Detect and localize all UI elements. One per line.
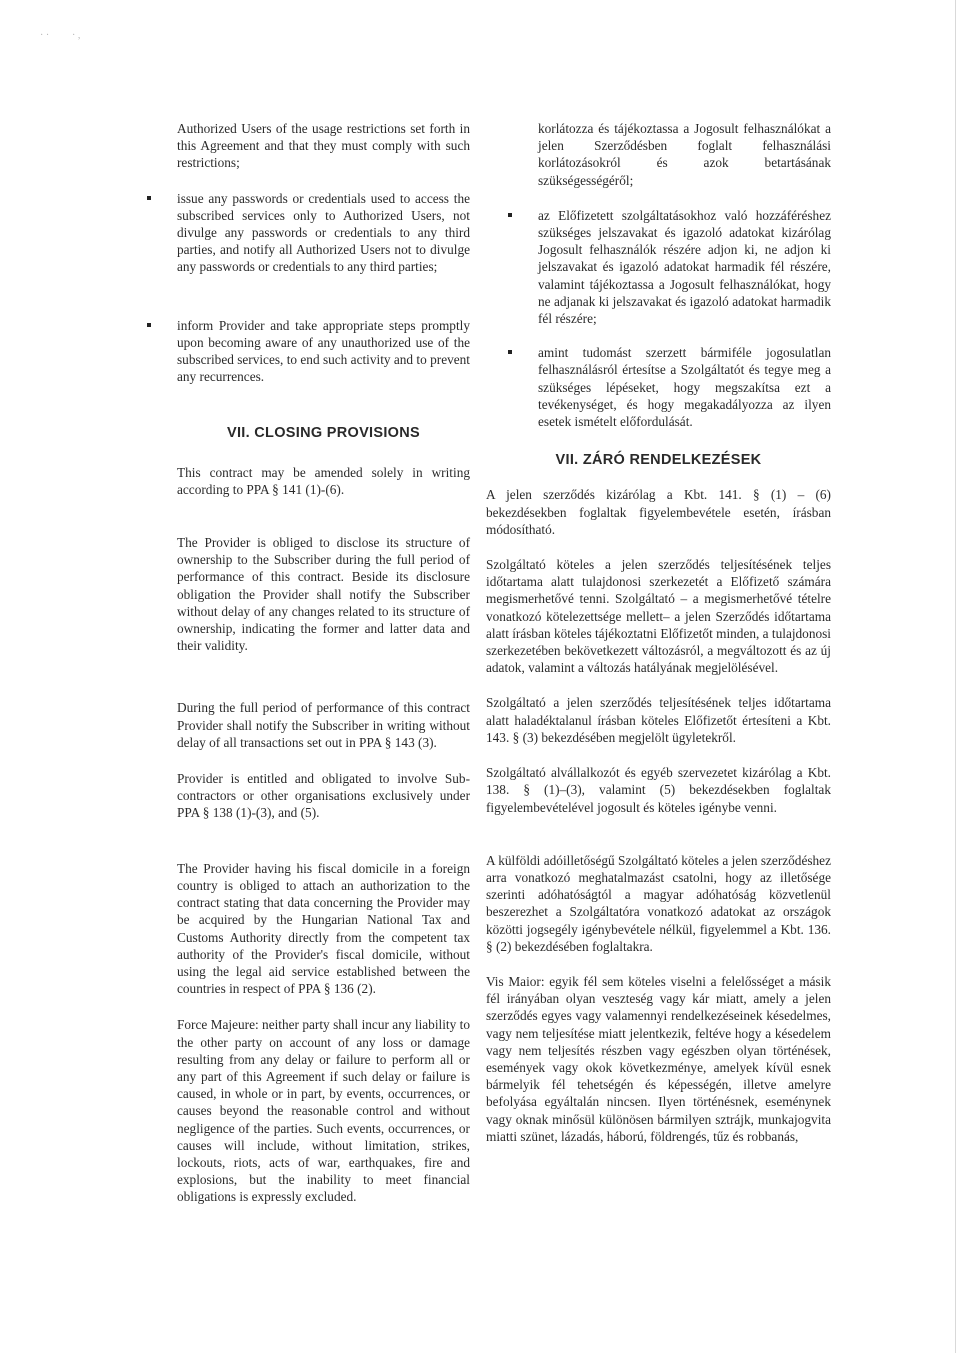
hu-ownership-paragraph: Szolgáltató köteles a jelen szerződés teljesítésének teljes időtartama alatt tulajdonosi szerkezetét a Előfizető számára megismerhetővé tenni. Szolgáltató – a megismerhetővé tételre vonatkozó kötelezettsége mellett– a jelen Szerződés időtartama alatt írásban köteles tájékoztatni Előfizetőt minden, a tulajdonosi szerkezetében bekövetkezett változásról, a megváltozott és az új adatok, valamint a változás hatályának megjelölésével. bbox=[486, 557, 831, 676]
hu-subcontractor-paragraph: Szolgáltató alvállalkozót és egyéb szervezetet kizárólag a Kbt. 138. § (1)–(3), valamint (5) bekezdésekben foglaltak figyelembevételével jogosult és köteles igénybe venni. bbox=[486, 765, 831, 815]
hungarian-column bbox=[486, 120, 831, 1145]
en-fiscal-paragraph: The Provider having his fiscal domicile in a foreign country is obliged to attach an authorization to the contract stating that data concerning the Provider may be acquired by the Hungarian National Tax and Customs Authority directly from the competent tax authority of the Provider's fiscal domicile, without using the legal aid service established between the countries in respect of PPA § 136 (2). bbox=[177, 860, 470, 997]
en-amendment-paragraph: This contract may be amended solely in writing according to PPA § 141 (1)-(6). bbox=[177, 464, 470, 497]
hu-bullet-inform-text: amint tudomást szerzett bármiféle jogosulatlan felhasználásról értesítse a Szolgáltatót és tegye meg a szükséges lépéseket, hogy megszakítsa ezt a tevékenységet, és hogy megakadályozza az ilyen esetek ismételt előfordulását. bbox=[538, 345, 831, 430]
en-section-heading: VII. CLOSING PROVISIONS bbox=[226, 425, 420, 442]
bullet-icon bbox=[147, 196, 151, 200]
hu-intro-continuation: korlátozza és tájékoztassa a Jogosult felhasználókat a jelen Szerződésben foglalt felhasználási korlátozásokról és azok betartásának szükségességéről; bbox=[538, 121, 831, 188]
scan-edge-line bbox=[955, 0, 956, 1353]
hu-notification-paragraph: Szolgáltató a jelen szerződés teljesítésének teljes időtartama alatt haladéktalanul írásban köteles Előfizetőt értesíteni a Kbt. 143. § (3) bekezdésében megjelölt ügyletekről. bbox=[486, 695, 831, 745]
bullet-icon bbox=[508, 350, 512, 354]
en-intro-continuation: Authorized Users of the usage restrictions set forth in this Agreement and that they must comply with such restrictions; bbox=[177, 121, 470, 171]
en-bullet-inform-text: inform Provider and take appropriate steps promptly upon becoming aware of any unauthorized use of the subscribed services, to end such activity and to prevent any recurrences. bbox=[177, 317, 470, 385]
hu-fiscal-paragraph: A külföldi adóilletőségű Szolgáltató köteles a jelen szerződéshez arra vonatkozó meghatalmazást csatolni, hogy az illetősége szerinti adóhatóságtól a magyar adóhatóság közvetlenül beszerezhet a Szolgáltatóra vonatkozó adatokat az országok közötti jogsegély igénybevétele nélkül, figyelemmel a Kbt. 136. § (2) bekezdésében foglaltakra. bbox=[486, 852, 831, 954]
hu-amendment-paragraph: A jelen szerződés kizárólag a Kbt. 141. § (1) – (6) bekezdésekben foglaltak figyelembevétele esetén, írásban módosítható. bbox=[486, 487, 831, 537]
hu-bullet-passwords-text: az Előfizetett szolgáltatásokhoz való hozzáféréshez szükséges jelszavakat és igazoló adatokat kizárólag Jogosult felhasználók részére adjon ki, ne adjon ki jelszavakat és igazoló adatokat harmadik fél részére, valamint tájékoztassa a Jogosult felhasználókat, hogy ne adjanak ki jelszavakat és igazoló adatokat harmadik fél részére; bbox=[538, 207, 831, 327]
en-subcontractor-paragraph: Provider is entitled and obligated to involve Sub-contractors or other organisations exclusively under PPA § 138 (1)-(3), and (5). bbox=[177, 771, 470, 821]
hu-bullet-inform bbox=[486, 344, 831, 430]
hu-force-majeure-paragraph: Vis Maior: egyik fél sem köteles viselni a felelősséget a másik fél irányában olyan veszteség vagy kár miatt, amely a jelen szerződés egyes vagy valamennyi rendelkezéseinek késedelmes, vagy nem teljesítése miatt jelentkezik, feltéve hogy a késedelem vagy nem teljesítés részben vagy egészben olyan történések, események vagy okok következménye, amelyek kívül esnek bármelyik fél tehetségén és képességén, illetve amelyre befolyása egyáltalán nincsen. Ilyen történésnek, eseménynek vagy oknak minősül különösen bármilyen sztrájk, munkajogvita miatti szünet, lázadás, háború, földrengés, tűz és robbanás, bbox=[486, 973, 831, 1144]
en-ownership-paragraph: The Provider is obliged to disclose its structure of ownership to the Subscriber during the full period of performance of this contract. Beside its disclosure obligation the Provider shall notify the Subscriber without delay of any changes related to its structure of ownership, indicating the former and latter data and their validity. bbox=[177, 535, 470, 654]
en-bullet-passwords bbox=[177, 190, 470, 276]
en-force-majeure-paragraph: Force Majeure: neither party shall incur any liability to the other party on account of any loss or damage resulting from any delay or failure to perform all or any part of this Agreement if such delay or failure is caused, in whole or in part, by events, occurrences, or causes beyond the reasonable control and without negligence of the parties. Such events, occurrences, or causes will include, without limitation, strikes, lockouts, riots, acts of war, earthquakes, fire and explosions, but the inability to meet financial obligations is expressly excluded. bbox=[177, 1017, 470, 1205]
en-bullet-passwords-text: issue any passwords or credentials used to access the subscribed services only to Authorized Users, not divulge any passwords or credentials to any third parties, and notify all Authorized Users not to divulge any passwords or credentials to any third parties; bbox=[177, 190, 470, 275]
en-notification-paragraph: During the full period of performance of this contract Provider shall notify the Subscriber in writing without delay of all transactions set out in PPA § 143 (3). bbox=[177, 700, 470, 750]
english-column bbox=[177, 120, 470, 1206]
bullet-icon bbox=[508, 213, 512, 217]
en-bullet-inform bbox=[177, 317, 470, 386]
bullet-icon bbox=[147, 323, 151, 327]
hu-section-heading: VII. ZÁRÓ RENDELKEZÉSEK bbox=[555, 452, 762, 469]
hu-bullet-passwords bbox=[486, 207, 831, 327]
scan-speck: · · bbox=[40, 30, 50, 41]
scan-speck: · , bbox=[72, 30, 81, 41]
